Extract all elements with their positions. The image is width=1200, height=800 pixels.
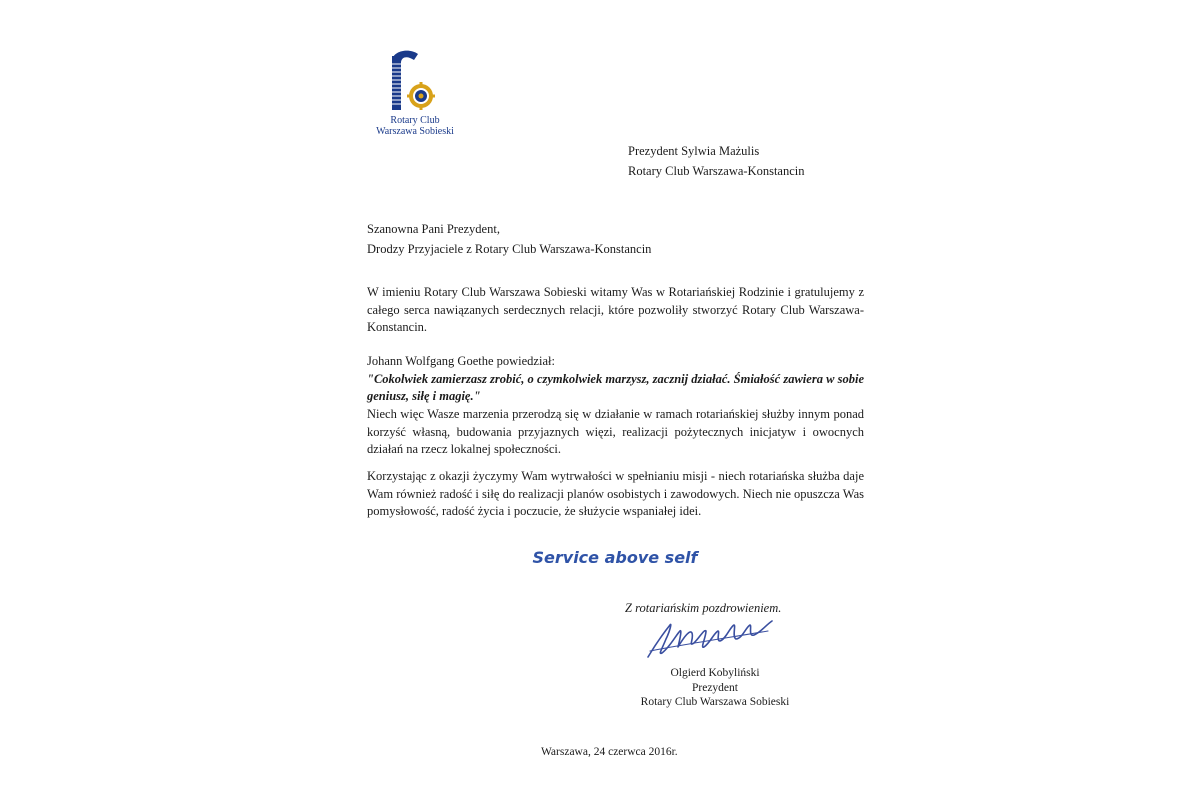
quote-block	[367, 353, 864, 406]
addressee-line-2: Rotary Club Warszawa-Konstancin	[628, 164, 805, 178]
addressee-block	[628, 141, 805, 181]
signer-club: Rotary Club Warszawa Sobieski	[640, 696, 790, 708]
logo-line-2: Warszawa Sobieski	[376, 126, 454, 137]
quote-intro: Johann Wolfgang Goethe powiedział:	[367, 354, 555, 368]
salutation-line-2: Drodzy Przyjaciele z Rotary Club Warszawa-Konstancin	[367, 242, 652, 256]
salutation-line-1: Szanowna Pani Prezydent,	[367, 222, 500, 236]
body-paragraph-3: Niech więc Wasze marzenia przerodzą się w działanie w ramach rotariańskiej służby innym ponad korzyść własną, budowania przyjaznych więzi, realizacji pożytecznych inicjatyw i owocnych działań na rzecz lokalnej społeczności.	[367, 407, 864, 456]
place-date: Warszawa, 24 czerwca 2016r.	[541, 746, 678, 758]
rotary-wheel-logo-icon	[388, 50, 440, 112]
goethe-quote: "Cokolwiek zamierzasz zrobić, o czymkolwiek marzysz, zacznij działać. Śmiałość zawiera w sobie geniusz, siłę i magię."	[367, 371, 864, 403]
rotary-club-logo	[372, 50, 458, 140]
signer-block	[610, 666, 820, 710]
salutation-block	[367, 219, 651, 259]
closing-line: Z rotariańskim pozdrowieniem.	[625, 601, 782, 615]
motto: Service above self	[532, 548, 698, 567]
signer-name: Olgierd Kobyliński	[670, 667, 760, 679]
body-paragraph-4: Korzystając z okazji życzymy Wam wytrwałości w spełnianiu misji - niech rotariańska służba daje Wam również radość i siłę do realizacji planów osobistych i zawodowych. Niech nie opuszcza Was pomysłowość, radość życia i poczucie, że służycie wspaniałej idei.	[367, 469, 864, 518]
handwritten-signature-icon	[640, 617, 780, 663]
body-paragraph-1: W imieniu Rotary Club Warszawa Sobieski witamy Was w Rotariańskiej Rodzinie i gratulujemy z całego serca nawiązanych serdecznych relacji, które pozwoliły stworzyć Rotary Club Warszawa-Konstancin.	[367, 285, 864, 334]
addressee-line-1: Prezydent Sylwia Mażulis	[628, 144, 760, 158]
logo-line-1: Rotary Club	[390, 115, 440, 126]
signer-title: Prezydent	[692, 681, 738, 694]
